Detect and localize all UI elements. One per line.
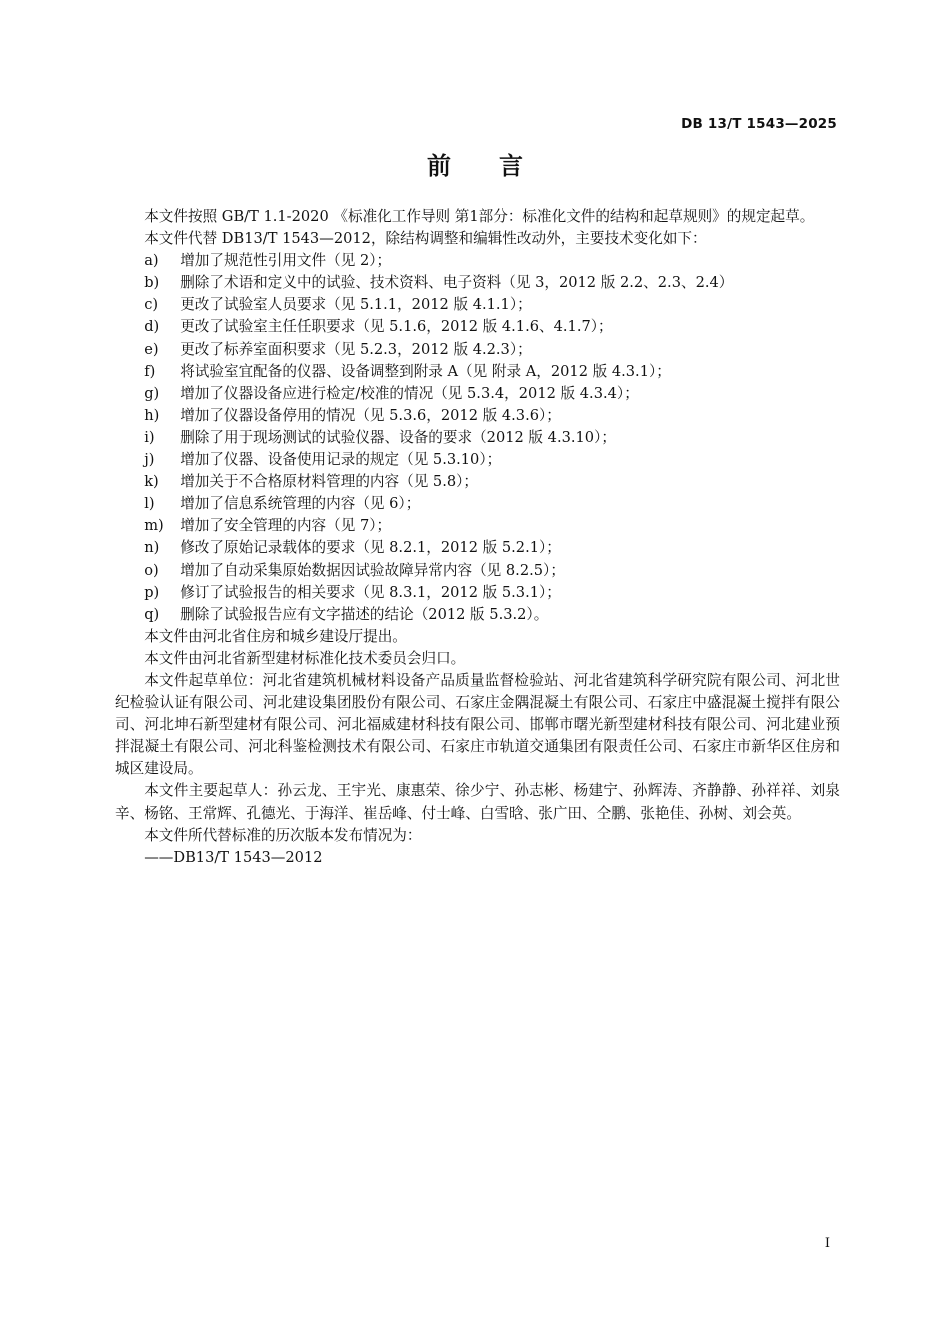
list-marker: l) — [144, 495, 155, 513]
list-text: 删除了术语和定义中的试验、技术资料、电子资料（见 3，2012 版 2.2、2.3、2.4） — [180, 274, 734, 292]
list-item — [115, 316, 840, 338]
list-item — [115, 493, 840, 515]
list-marker: n) — [144, 539, 160, 557]
list-marker: q) — [144, 605, 160, 623]
list-text: 更改了标养室面积要求（见 5.2.3，2012 版 4.2.3）； — [180, 340, 532, 358]
list-marker: o) — [144, 561, 159, 579]
list-item — [115, 250, 840, 272]
foreword-body — [115, 206, 840, 869]
list-item — [115, 582, 840, 604]
list-item — [115, 515, 840, 537]
document-code: DB 13/T 1543—2025 — [681, 116, 837, 132]
list-marker: k) — [144, 473, 159, 491]
intro-paragraph: 本文件按照 GB/T 1.1-2020 《标准化工作导则 第1部分：标准化文件的结构和起草规则》的规定起草。 — [144, 208, 815, 225]
list-marker: h) — [144, 406, 160, 424]
list-text: 删除了用于现场测试的试验仪器、设备的要求（2012 版 4.3.10）； — [180, 428, 616, 446]
list-item — [115, 294, 840, 316]
changes-list — [115, 250, 840, 626]
list-marker: p) — [144, 583, 160, 601]
history-intro-paragraph: 本文件所代替标准的历次版本发布情况为： — [144, 826, 422, 844]
list-text: 更改了试验室主任任职要求（见 5.1.6，2012 版 4.1.6、4.1.7）； — [180, 318, 613, 336]
drafters-paragraph: 本文件主要起草人：孙云龙、王宇光、康惠荣、徐少宁、孙志彬、杨建宁、孙辉涛、齐静静、孙祥祥、刘泉辛、杨铭、王常辉、孔德光、于海洋、崔岳峰、付士峰、白雪晗、张广田、仝鹏、张艳佳、孙树、刘会英。 — [115, 782, 840, 822]
list-text: 增加了仪器、设备使用记录的规定（见 5.3.10）； — [180, 451, 502, 469]
list-marker: g) — [144, 384, 160, 402]
list-text: 增加了仪器设备应进行检定/校准的情况（见 5.3.4，2012 版 4.3.4）； — [180, 384, 639, 402]
list-item — [115, 405, 840, 427]
list-text: 增加了安全管理的内容（见 7）； — [180, 517, 392, 535]
list-text: 增加了信息系统管理的内容（见 6）； — [180, 495, 421, 513]
list-text: 删除了试验报告应有文字描述的结论（2012 版 5.3.2）。 — [180, 605, 549, 623]
page-title: 前言 — [427, 152, 571, 180]
list-text: 增加了自动采集原始数据因试验故障异常内容（见 8.2.5）； — [180, 561, 565, 579]
list-item — [115, 560, 840, 582]
list-item — [115, 537, 840, 559]
list-item — [115, 383, 840, 405]
list-marker: j) — [144, 451, 155, 469]
list-item — [115, 449, 840, 471]
list-text: 修改了原始记录载体的要求（见 8.2.1，2012 版 5.2.1）； — [180, 539, 561, 557]
list-text: 增加了仪器设备停用的情况（见 5.3.6，2012 版 4.3.6）； — [180, 406, 561, 424]
list-marker: f) — [144, 362, 156, 380]
list-item — [115, 471, 840, 493]
list-marker: m) — [144, 517, 164, 535]
list-item — [115, 427, 840, 449]
committee-paragraph: 本文件由河北省新型建材标准化技术委员会归口。 — [144, 649, 466, 667]
list-item — [115, 339, 840, 361]
page-number: I — [824, 1236, 830, 1251]
list-marker: c) — [144, 296, 159, 314]
intro-paragraph: 本文件代替 DB13/T 1543—2012，除结构调整和编辑性改动外，主要技术变化如下： — [144, 230, 707, 248]
list-marker: d) — [144, 318, 160, 336]
list-marker: i) — [144, 428, 155, 446]
list-text: 增加关于不合格原材料管理的内容（见 5.8）； — [180, 473, 479, 491]
list-marker: b) — [144, 274, 160, 292]
list-item — [115, 604, 840, 626]
list-text: 将试验室宜配备的仪器、设备调整到附录 A（见 附录 A，2012 版 4.3.1）； — [180, 362, 671, 380]
list-text: 增加了规范性引用文件（见 2）； — [180, 252, 392, 270]
history-item: ——DB13/T 1543—2012 — [144, 848, 323, 866]
list-text: 修订了试验报告的相关要求（见 8.3.1，2012 版 5.3.1）； — [180, 583, 561, 601]
list-text: 更改了试验室人员要求（见 5.1.1，2012 版 4.1.1）； — [180, 296, 532, 314]
list-marker: a) — [144, 252, 159, 270]
list-item — [115, 361, 840, 383]
proposer-paragraph: 本文件由河北省住房和城乡建设厅提出。 — [144, 627, 407, 645]
drafting-units-paragraph: 本文件起草单位：河北省建筑机械材料设备产品质量监督检验站、河北省建筑科学研究院有限公司、河北世纪检验认证有限公司、河北建设集团股份有限公司、石家庄金隅混凝土有限公司、石家庄中盛混凝土搅拌有限公司、河北坤石新型建材有限公司、河北福威建材科技有限公司、邯郸市曙光新型建材科技有限公司、河北建业预拌混凝土有限公司、河北科鉴检测技术有限公司、石家庄市轨道交通集团有限责任公司、石家庄市新华区住房和城区建设局。 — [115, 671, 840, 778]
list-marker: e) — [144, 340, 159, 358]
list-item — [115, 272, 840, 294]
